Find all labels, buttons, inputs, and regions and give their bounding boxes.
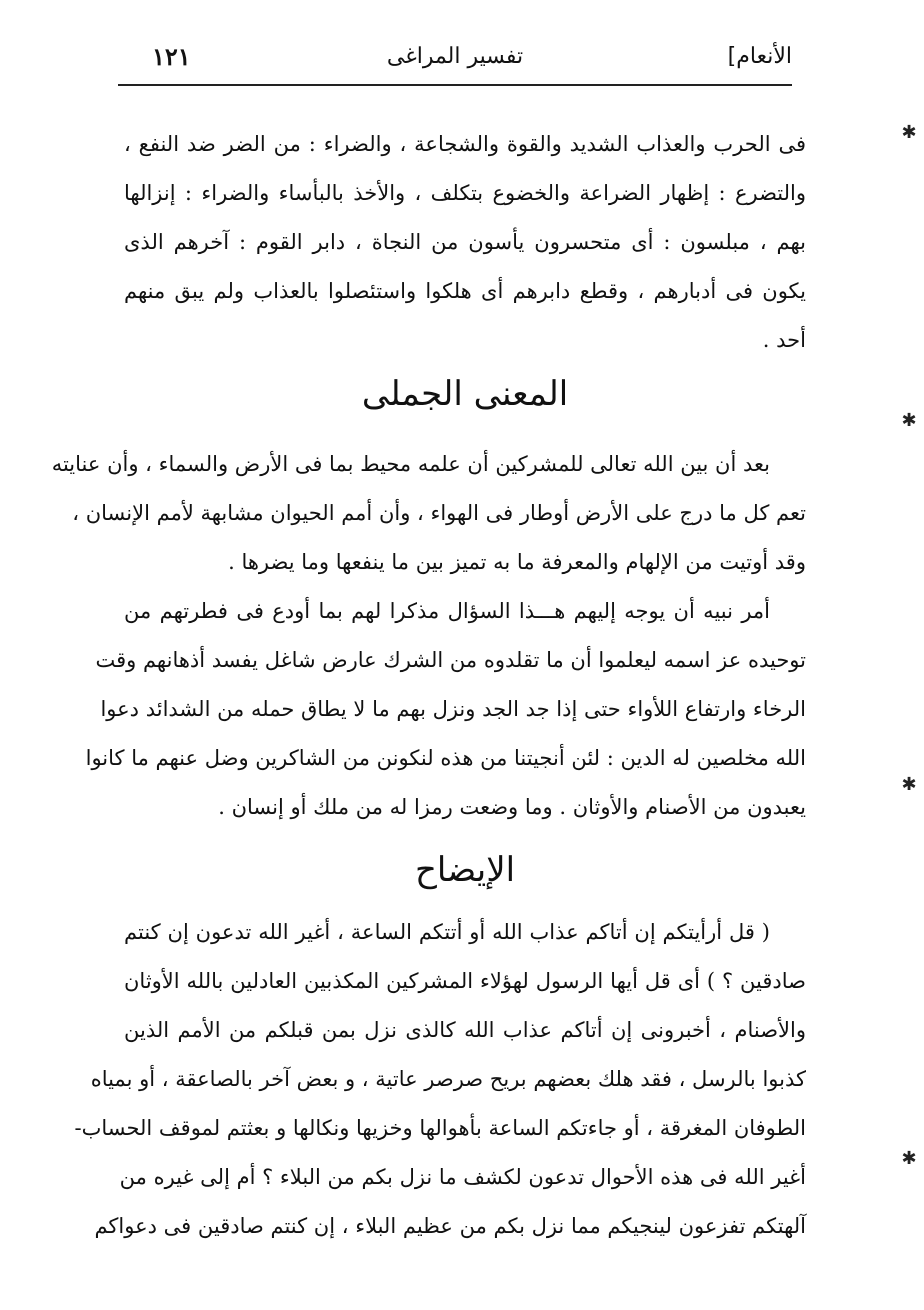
text-line: آلهتكم تفزعون لينجيكم مما نزل بكم من عظيم البلاء ، إن كنتم صادقين فى دعواكم: [94, 1214, 806, 1238]
margin-ornament-icon: ✱: [901, 122, 917, 143]
text-line: أغير الله فى هذه الأحوال تدعون لكشف ما نزل بكم من البلاء ؟ أم إلى غيره من: [119, 1165, 806, 1189]
text-line: كذبوا بالرسل ، فقد هلك بعضهم بريح صرصر عاتية ، و بعض آخر بالصاعقة ، أو بمياه: [90, 1067, 806, 1091]
page-number: ١٢١: [152, 42, 191, 71]
text-line: توحيده عز اسمه ليعلموا أن ما تقلدوه من الشرك عارض شاغل يفسد أذهانهم وقت: [95, 648, 806, 672]
explanation-paragraph: [74, 908, 806, 1251]
margin-ornament-icon: ✱: [901, 1148, 917, 1169]
margin-ornament-icon: ✱: [901, 774, 917, 795]
summary-paragraph: [51, 440, 806, 832]
text-line: الله مخلصين له الدين : لئن أنجيتنا من هذه لنكونن من الشاكرين وضل عنهم ما كانوا: [85, 746, 806, 770]
text-line: والأصنام ، أخبرونى إن أتاكم عذاب الله كالذى نزل بمن قبلكم من الأمم الذين: [124, 1018, 806, 1042]
definitions-paragraph: [124, 120, 806, 365]
text-line: تعم كل ما درج على الأرض أوطار فى الهواء ، وأن أمم الحيوان مشابهة لأمم الإنسان ،: [72, 501, 806, 525]
text-line: والتضرع : إظهار الضراعة والخضوع بتكلف ، والأخذ بالبأساء والضراء : إنزالها: [124, 181, 806, 205]
text-line: الطوفان المغرقة ، أو جاءتكم الساعة بأهوالها وخزيها ونكالها و بعثتم لموقف الحساب-: [74, 1116, 806, 1140]
text-line: يكون فى أدبارهم ، وقطع دابرهم أى هلكوا واستئصلوا بالعذاب ولم يبق منهم: [124, 279, 806, 303]
text-line: ( قل أرأيتكم إن أتاكم عذاب الله أو أتتكم الساعة ، أغير الله تدعون إن كنتم: [124, 920, 770, 944]
text-line: أمر نبيه أن يوجه إليهم هـــذا السؤال مذكرا لهم بما أودع فى فطرتهم من: [124, 599, 770, 623]
text-line: يعبدون من الأصنام والأوثان . وما وضعت رمزا له من ملك أو إنسان .: [218, 795, 806, 819]
chapter-bracket: ]: [727, 44, 737, 69]
book-title: تفسير المراغى: [386, 44, 524, 69]
chapter-label: الأنعام: [736, 44, 792, 69]
page-header: [118, 40, 792, 86]
text-line: فى الحرب والعذاب الشديد والقوة والشجاعة ، والضراء : من الضر ضد النفع ،: [124, 132, 806, 156]
margin-ornament-icon: ✱: [901, 410, 917, 431]
text-line: بهم ، مبلسون : أى متحسرون يأسون من النجاة ، دابر القوم : آخرهم الذى: [124, 230, 806, 254]
text-line: الرخاء وارتفاع اللأواء حتى إذا جد الجد ونزل بهم ما لا يطاق حمله من الشدائد دعوا: [100, 697, 806, 721]
text-line: بعد أن بين الله تعالى للمشركين أن علمه محيط بما فى الأرض والسماء ، وأن عنايته: [51, 452, 770, 476]
text-line: صادقين ؟ ) أى قل أيها الرسول لهؤلاء المشركين المكذبين العادلين بالله الأوثان: [124, 969, 806, 993]
text-line: وقد أوتيت من الإلهام والمعرفة ما به تميز بين ما ينفعها وما يضرها .: [228, 550, 806, 574]
text-line: أحد .: [762, 328, 806, 352]
section-heading-explanation: الإيضاح: [414, 850, 516, 890]
chapter-name: [724, 44, 792, 69]
section-heading-summary: المعنى الجملى: [361, 374, 569, 414]
